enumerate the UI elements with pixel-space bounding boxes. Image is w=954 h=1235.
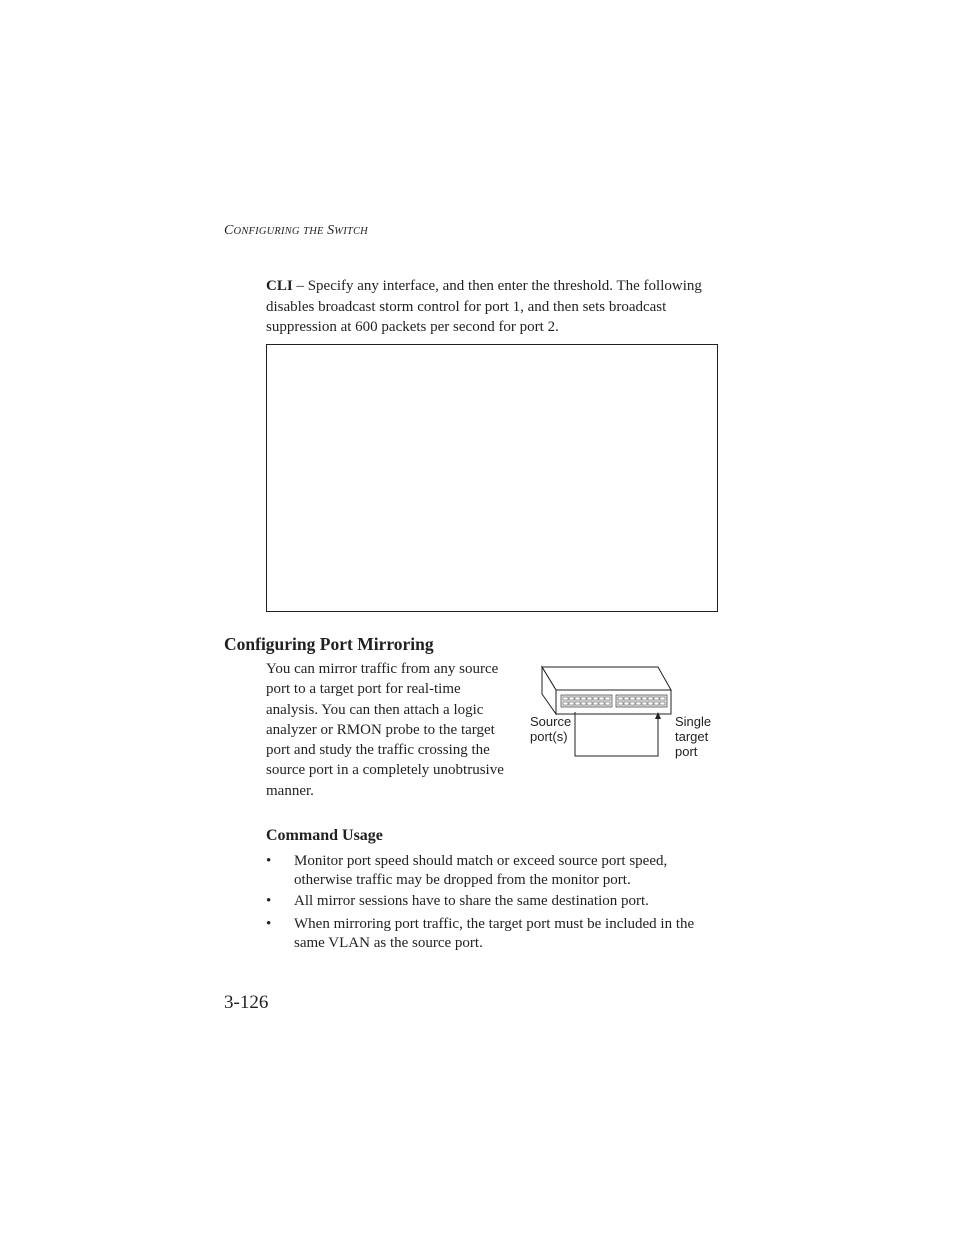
cli-paragraph — [266, 276, 718, 338]
bullet-icon: • — [266, 893, 272, 909]
section-title: Configuring Port Mirroring — [224, 634, 434, 654]
port-bank-left — [561, 695, 612, 707]
list-item-text: All mirror sessions have to share the same destination port. — [294, 893, 649, 909]
header-word-configuring: ONFIGURING — [233, 226, 300, 237]
header-initial-s: S — [327, 223, 335, 238]
section-body: You can mirror traffic from any source port to a target port for real-time analysis. You can then attach a logic analyzer or RMON probe to the target port and study the traffic crossing the source port in a completely unobtrusive manner. — [266, 661, 504, 799]
bullet-icon: • — [266, 853, 272, 869]
running-header — [224, 222, 368, 239]
page-number: 3-126 — [224, 992, 269, 1013]
command-usage-title: Command Usage — [266, 827, 383, 844]
switch-top-face — [542, 667, 671, 690]
list-item-text: When mirroring port traffic, the target port must be included in the same VLAN as the source port. — [294, 916, 695, 951]
mirror-path-line — [575, 712, 658, 756]
source-port-label: Source port(s) — [530, 714, 572, 744]
port-mirroring-figure — [526, 664, 722, 764]
header-word-the: THE — [303, 226, 324, 237]
port-bank-right — [616, 695, 667, 707]
list-item — [266, 915, 718, 952]
list-item — [266, 852, 718, 889]
cli-text: – Specify any interface, and then enter the threshold. The following disables broadcast storm control for port 1, and then sets broadcast suppression at 600 packets per second for port 2. — [266, 278, 702, 335]
target-port-label: Single target port — [675, 714, 712, 759]
header-word-switch: WITCH — [334, 226, 368, 237]
cli-label: CLI — [266, 278, 293, 294]
header-initial-c: C — [224, 223, 234, 238]
cli-example-box — [266, 344, 718, 612]
list-item — [266, 892, 718, 911]
bullet-icon: • — [266, 916, 272, 932]
list-item-text: Monitor port speed should match or exceed source port speed, otherwise traffic may be dropped from the monitor port. — [294, 853, 668, 888]
